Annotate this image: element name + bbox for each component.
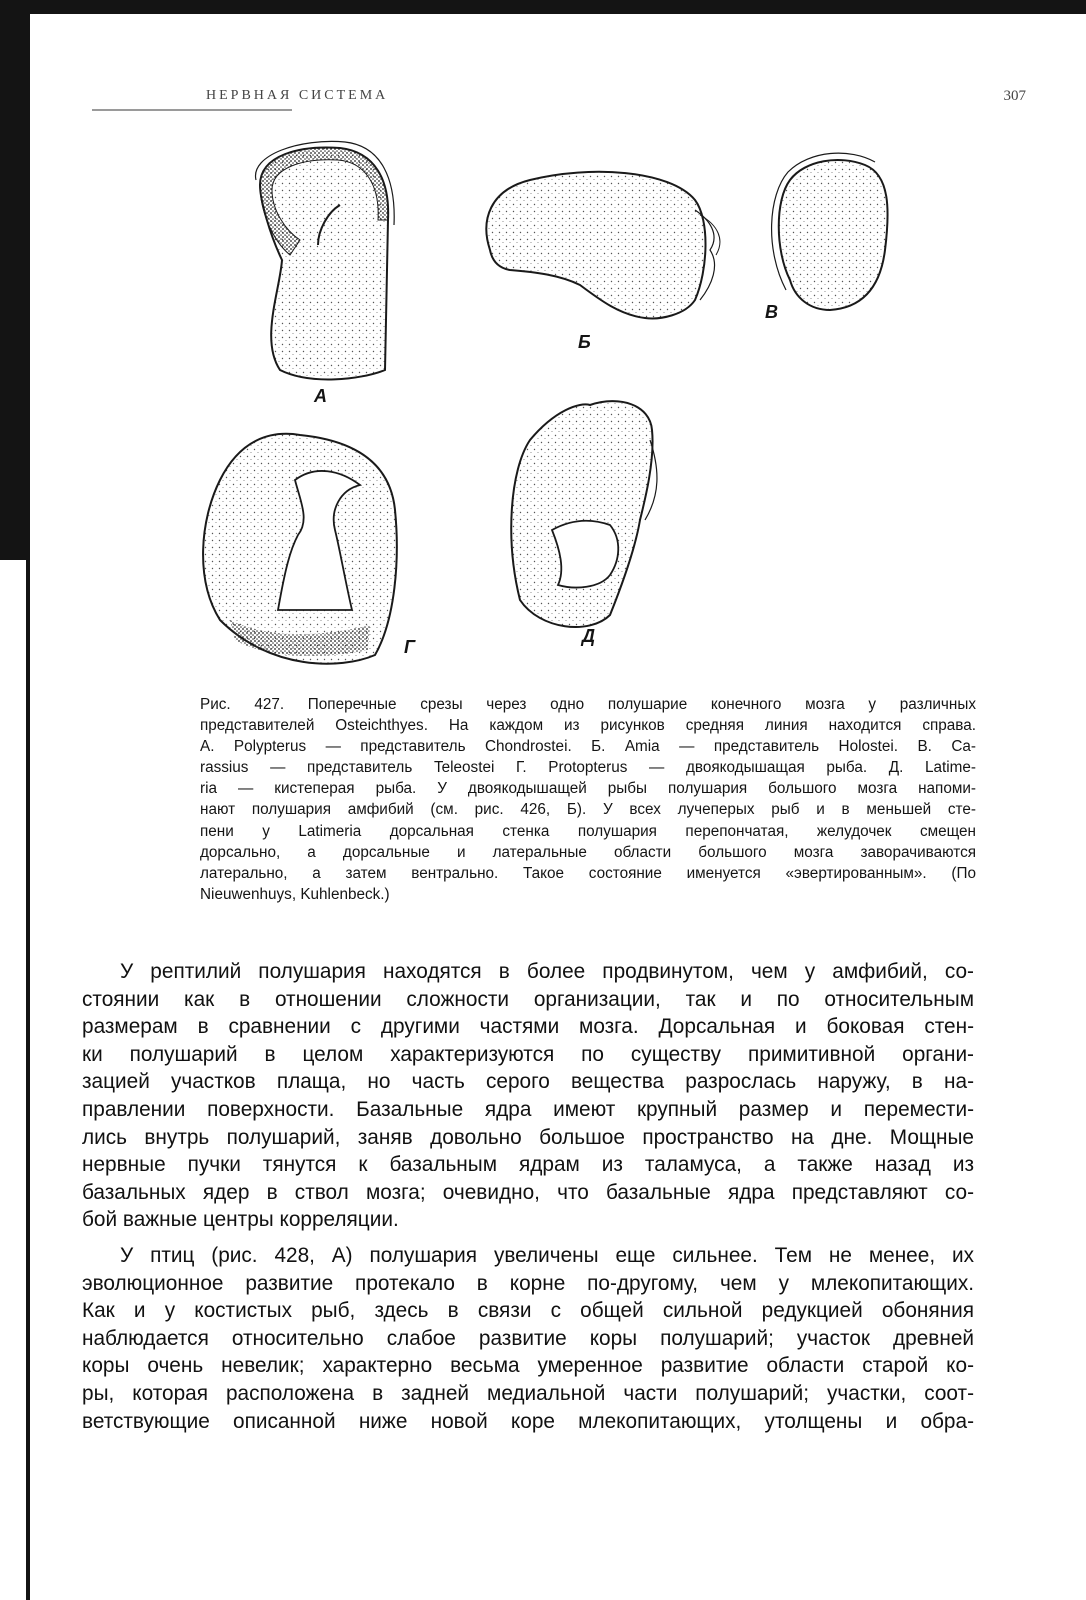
- section-d-shape: [511, 401, 657, 627]
- running-head: НЕРВНАЯ СИСТЕМА: [206, 88, 389, 103]
- text-line: У рептилий полушария находятся в более продвинутом, чем у амфибий, со-: [120, 960, 974, 983]
- text-line: ки полушарий в целом характеризуются по существу примитивной органи-: [82, 1042, 974, 1066]
- figure-label-b: Б: [578, 332, 591, 352]
- figure-label-v: В: [765, 302, 778, 322]
- body-text: [82, 958, 974, 1435]
- text-line: наблюдается относительно слабое развитие коры полушарий; участок древней: [82, 1326, 974, 1350]
- section-g-shape: [203, 434, 397, 664]
- text-line: бой важные центры корреляции.: [82, 1208, 399, 1232]
- caption-line: дорсально, а дорсальные и латеральные области большого мозга заворачиваются: [200, 843, 976, 861]
- caption-line: ria — кистеперая рыба. У двоякодышащей рыбы полушария большого мозга напоми-: [200, 780, 976, 798]
- text-line: Как и у костистых рыб, здесь в связи с общей сильной редукцией обоняния: [82, 1299, 974, 1323]
- scan-border-left-gap: [0, 560, 26, 1600]
- figure-caption: [200, 694, 976, 905]
- text-line: ветствующие описанной ниже новой коре млекопитающих, утолщены и обра-: [82, 1409, 974, 1433]
- text-line: лись внутрь полушарий, заняв довольно большое пространство на дне. Мощные: [82, 1125, 974, 1149]
- text-line: базальных ядер в ствол мозга; очевидно, что базальные ядра представляют со-: [82, 1180, 974, 1204]
- paragraph-gap: [82, 1234, 974, 1242]
- brain-sections-illustration: [190, 140, 1020, 680]
- paragraph-reptiles: [82, 958, 974, 1234]
- caption-line: А. Polypterus — представитель Chondrostei. Б. Amia — представитель Holostei. В. Ca-: [200, 738, 976, 756]
- figure-label-g: Г: [404, 637, 416, 657]
- text-line: коры очень невелик; характерно весьма умеренное развитие области старой ко-: [82, 1354, 974, 1378]
- text-line: стоянии как в отношении сложности организации, так и по относительным: [82, 987, 974, 1011]
- caption-line: Рис. 427. Поперечные срезы через одно полушарие конечного мозга у различных: [200, 696, 976, 713]
- caption-line: rassius — представитель Teleostei Г. Protopterus — двоякодышащая рыба. Д. Latime-: [200, 759, 976, 777]
- figure-427: [190, 140, 1020, 680]
- figure-label-d: Д: [582, 626, 595, 646]
- section-a-shape: [256, 141, 395, 379]
- caption-line: пени у Latimeria дорсальная стенка полушария перепончатая, желудочек смещен: [200, 822, 976, 840]
- text-line: У птиц (рис. 428, А) полушария увеличены еще сильнее. Тем не менее, их: [120, 1243, 974, 1267]
- caption-line: нают полушария амфибий (см. рис. 426, Б). У всех лучеперых рыб и в меньшей сте-: [200, 801, 976, 819]
- section-b-shape: [486, 172, 720, 319]
- header-rule: [92, 109, 292, 111]
- text-line: нервные пучки тянутся к базальным ядрам из таламуса, а также назад из: [82, 1153, 974, 1177]
- caption-line: Nieuwenhuys, Kuhlenbeck.): [200, 885, 390, 903]
- text-line: зацией участков плаща, но часть серого вещества разрослась наружу, в на-: [82, 1070, 974, 1094]
- page-number: 307: [1003, 88, 1026, 104]
- text-line: эволюционное развитие протекало в корне по-другому, чем у млекопитающих.: [82, 1271, 974, 1295]
- paragraph-birds: [82, 1242, 974, 1435]
- figure-label-a: А: [314, 386, 327, 406]
- text-line: ры, которая расположена в задней медиальной части полушарий; участки, соот-: [82, 1381, 974, 1405]
- text-line: размерам в сравнении с другими частями мозга. Дорсальная и боковая стен-: [82, 1015, 974, 1039]
- section-v-shape: [772, 153, 888, 310]
- scan-border-top: [0, 0, 1086, 14]
- caption-line: представителей Osteichthyes. На каждом из рисунков средняя линия находится справа.: [200, 717, 976, 735]
- text-line: правлении поверхности. Базальные ядра имеют крупный размер и перемести-: [82, 1097, 974, 1121]
- caption-line: латерально, а затем вентрально. Такое состояние именуется «эвертированным». (По: [200, 864, 976, 882]
